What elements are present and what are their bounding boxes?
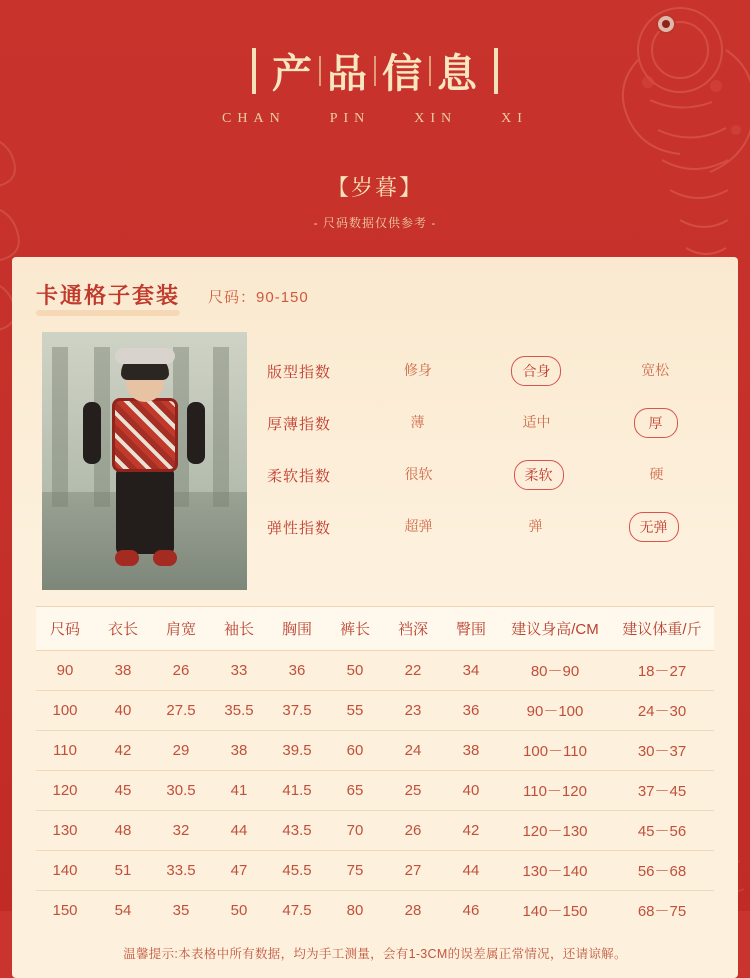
table-cell: 36 [442,691,500,731]
table-cell: 56－68 [610,851,714,891]
table-cell: 47.5 [282,902,312,919]
table-cell: 24－30 [610,691,714,731]
index-option-elasticity-1[interactable]: 超弹 [404,518,433,534]
index-options-softness [359,460,714,490]
table-cell: 30－37 [610,731,714,771]
index-options-fit [359,356,714,386]
table-cell: 60 [326,731,384,771]
table-cell: 38 [210,731,268,771]
table-cell: 37－45 [610,771,714,811]
pinyin-1: CHAN [222,111,286,126]
table-cell: 38 [442,731,500,771]
table-cell: 45 [94,771,152,811]
table-cell: 28 [404,902,422,919]
table-cell: 68－75 [637,903,687,920]
index-label-thickness: 厚薄指数 [267,415,332,433]
size-table-header-cell: 建议体重/斤 [610,607,714,651]
title-separator [429,56,431,86]
photo-pillar [213,347,229,507]
size-table-header-cell: 袖长 [210,607,268,651]
model-plaid-jacket [112,398,178,472]
measurement-tip: 温馨提示:本表格中所有数据，均为手工测量，会有1-3CM的误差属正常情况，还请谅解。 [123,947,627,961]
table-cell: 110 [36,731,94,771]
product-photo [42,332,247,590]
table-cell: 90－100 [500,691,610,731]
table-cell: 65 [326,771,384,811]
product-indices [267,332,720,590]
table-cell: 90 [36,651,94,691]
title-bar-left [252,48,256,94]
table-cell: 30.5 [152,771,210,811]
size-table-header-cell: 裆深 [384,607,442,651]
table-cell: 70 [326,811,384,851]
table-cell: 24 [384,731,442,771]
table-cell: 29 [152,731,210,771]
title-bar-right [494,48,498,94]
table-cell: 40 [94,691,152,731]
product-name: 卡通格子套装 [36,279,180,314]
table-cell: 26 [384,811,442,851]
title-separator [374,56,376,86]
index-label-fit: 版型指数 [267,363,332,381]
table-cell: 46 [462,902,480,919]
table-cell: 26 [152,651,210,691]
size-chart-table [36,606,714,930]
index-option-thickness-1[interactable]: 薄 [410,414,425,430]
index-option-fit-3[interactable]: 宽松 [641,362,670,378]
table-row [36,691,714,731]
table-cell: 37.5 [268,691,326,731]
table-cell: 35 [172,902,190,919]
table-cell: 54 [114,902,132,919]
table-cell: 35.5 [210,691,268,731]
table-cell: 45－56 [610,811,714,851]
table-cell: 120－130 [500,811,610,851]
table-cell: 48 [94,811,152,851]
table-row [36,731,714,771]
table-row [36,851,714,891]
title-char-1: 产 [272,50,313,97]
table-cell: 32 [152,811,210,851]
table-row [36,651,714,691]
size-table-header-cell: 胸围 [268,607,326,651]
size-table-header-cell: 肩宽 [152,607,210,651]
table-cell: 27 [384,851,442,891]
title-char-2: 品 [327,50,368,97]
index-row-thickness [267,408,714,438]
index-row-elasticity [267,512,714,542]
model-headwear [115,348,175,364]
index-row-fit [267,356,714,386]
table-cell: 47 [210,851,268,891]
pinyin-3: XIN [414,111,458,126]
size-table-header-cell: 衣长 [94,607,152,651]
table-cell: 50 [230,902,248,919]
title-pinyin [0,111,750,127]
title-separator [319,56,321,86]
index-options-thickness [359,408,714,438]
size-table-header-cell: 尺码 [36,607,94,651]
model-trousers [116,468,174,554]
table-cell: 110－120 [500,771,610,811]
size-table-header-cell: 建议身高/CM [500,607,610,651]
table-cell: 80－90 [500,651,610,691]
card-header [30,275,720,314]
index-option-softness-3[interactable]: 硬 [649,466,664,482]
photo-pillar [52,347,68,507]
table-cell: 22 [384,651,442,691]
table-cell: 33 [210,651,268,691]
index-label-elasticity: 弹性指数 [267,519,332,537]
table-cell: 27.5 [152,691,210,731]
index-option-thickness-3[interactable]: 厚 [634,408,678,438]
table-cell: 150 [52,902,78,919]
index-option-softness-2[interactable]: 柔软 [514,460,564,490]
table-row [36,891,714,931]
title-char-4: 息 [437,50,478,97]
title-row [0,42,750,99]
index-option-softness-1[interactable]: 很软 [404,466,433,482]
table-cell: 18－27 [610,651,714,691]
index-option-fit-1[interactable]: 修身 [403,362,432,378]
pinyin-4: XI [501,111,528,126]
size-table-header-cell: 裤长 [326,607,384,651]
table-cell: 36 [268,651,326,691]
index-options-elasticity [359,512,714,542]
table-cell: 55 [326,691,384,731]
size-disclaimer-note: - 尺码数据仅供参考 - [313,216,437,230]
index-label-softness: 柔软指数 [267,467,332,485]
index-option-fit-2[interactable]: 合身 [511,356,561,386]
product-size-range: 尺码：90-150 [208,289,309,306]
table-cell: 42 [94,731,152,771]
model-shoe-left [115,550,139,566]
title-char-3: 信 [382,50,423,97]
table-cell: 44 [210,811,268,851]
model-arm-left [83,402,101,464]
table-cell: 120 [36,771,94,811]
table-cell: 38 [94,651,152,691]
index-option-elasticity-3[interactable]: 无弹 [629,512,679,542]
table-cell: 41.5 [268,771,326,811]
table-cell: 130 [36,811,94,851]
table-cell: 80 [346,902,364,919]
size-table-header-row [36,607,714,651]
table-cell: 42 [442,811,500,851]
size-table-head [36,607,714,651]
table-cell: 140 [36,851,94,891]
product-media-and-indices [30,332,720,590]
table-cell: 100－110 [500,731,610,771]
index-option-elasticity-2[interactable]: 弹 [528,518,543,534]
table-row [36,771,714,811]
table-cell: 75 [326,851,384,891]
page-header [0,0,750,231]
table-cell: 51 [94,851,152,891]
table-cell: 39.5 [268,731,326,771]
table-cell: 23 [384,691,442,731]
model-shoe-right [153,550,177,566]
table-row [36,811,714,851]
table-cell: 45.5 [268,851,326,891]
size-table-header-cell: 臀围 [442,607,500,651]
pinyin-2: PIN [329,111,371,126]
table-cell: 130－140 [500,851,610,891]
table-cell: 41 [210,771,268,811]
size-table-wrapper [30,606,720,930]
table-cell: 25 [384,771,442,811]
table-cell: 50 [326,651,384,691]
index-row-softness [267,460,714,490]
collection-subtitle: 【岁暮】 [326,176,423,201]
table-cell: 44 [442,851,500,891]
model-arm-right [187,402,205,464]
table-cell: 100 [36,691,94,731]
table-cell: 43.5 [268,811,326,851]
size-table-body [36,651,714,931]
index-option-thickness-2[interactable]: 适中 [522,414,551,430]
table-cell: 140－150 [522,903,588,920]
table-cell: 33.5 [152,851,210,891]
product-info-card [12,257,738,978]
table-cell: 40 [442,771,500,811]
table-cell: 34 [442,651,500,691]
